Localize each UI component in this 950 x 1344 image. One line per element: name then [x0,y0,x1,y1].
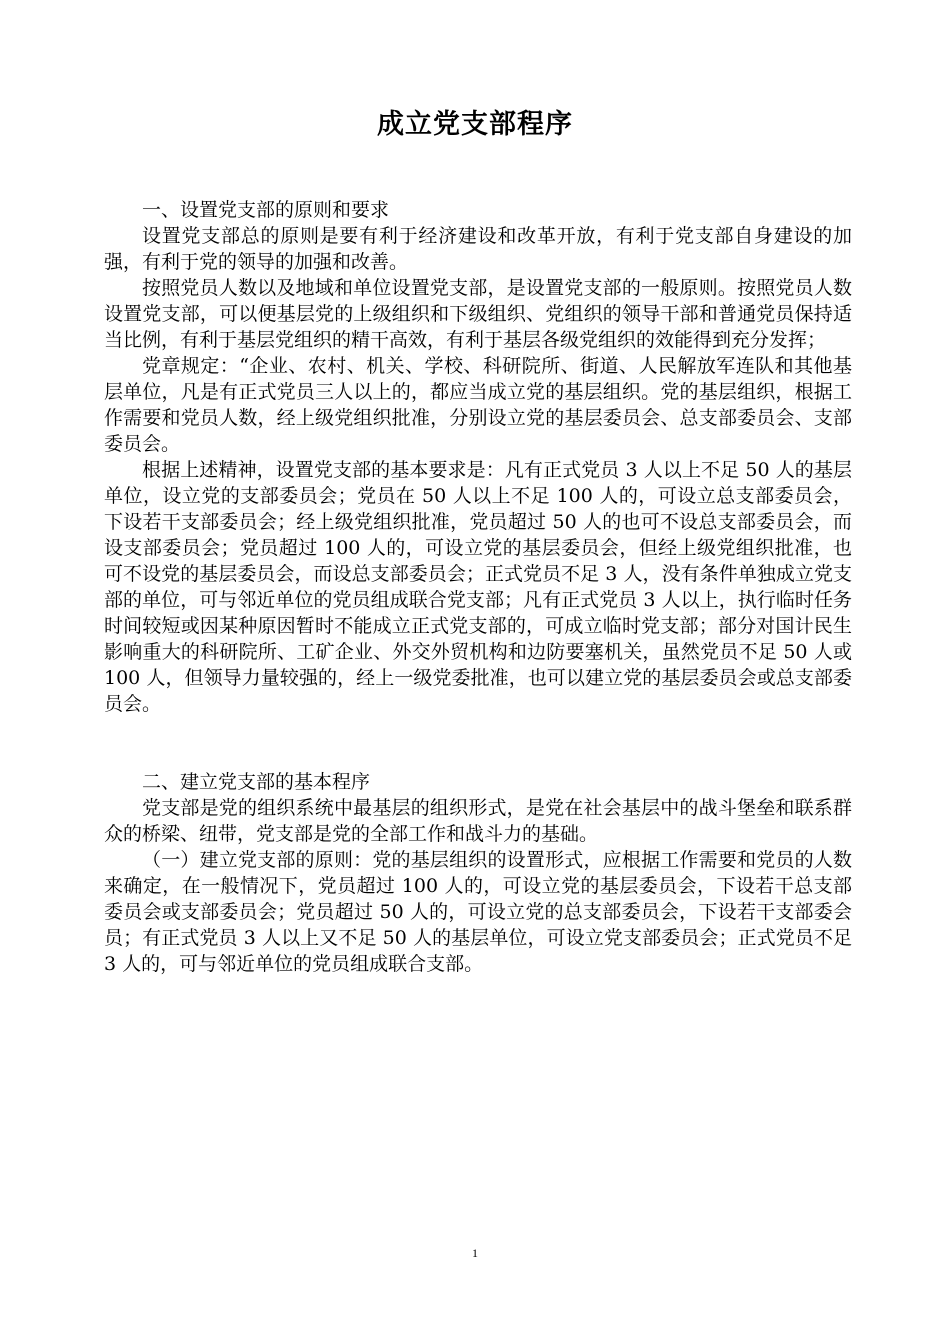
section-spacer [104,717,852,769]
document-body [104,197,852,977]
paragraph: 根据上述精神，设置党支部的基本要求是：凡有正式党员 3 人以上不足 50 人的基层单位，设立党的支部委员会；党员在 50 人以上不足 100 人的，可设立总支部委员会，下设若干支部委员会；经上级党组织批准，党员超过 50 人的也可不设总支部委员会，而设支部委员会；党员超过 100 人的，可设立党的基层委员会，但经上级党组织批准，也可不设党的基层委员会，而设总支部委员会；正式党员不足 3 人，没有条件单独成立党支部的单位，可与邻近单位的党员组成联合党支部；凡有正式党员 3 人以上，执行临时任务时间较短或因某种原因暂时不能成立正式党支部的，可成立临时党支部；部分对国计民生影响重大的科研院所、工矿企业、外交外贸机构和边防要塞机关，虽然党员不足 50 人或 100 人，但领导力量较强的，经上一级党委批准，也可以建立党的基层委员会或总支部委员会。 [104,459,852,715]
section-principles [104,197,852,717]
paragraph: 党支部是党的组织系统中最基层的组织形式，是党在社会基层中的战斗堡垒和联系群众的桥梁、纽带，党支部是党的全部工作和战斗力的基础。 [104,797,852,845]
section-heading: 二、建立党支部的基本程序 [142,771,371,793]
section-procedure [104,769,852,977]
paragraph: 党章规定：“企业、农村、机关、学校、科研院所、街道、人民解放军连队和其他基层单位，凡是有正式党员三人以上的，都应当成立党的基层组织。党的基层组织，根据工作需要和党员人数，经上级党组织批准，分别设立党的基层委员会、总支部委员会、支部委员会。 [104,355,852,455]
paragraph: 按照党员人数以及地域和单位设置党支部，是设置党支部的一般原则。按照党员人数设置党支部，可以便基层党的上级组织和下级组织、党组织的领导干部和普通党员保持适当比例，有利于基层党组织的精干高效，有利于基层各级党组织的效能得到充分发挥； [104,277,852,351]
section-heading: 一、设置党支部的原则和要求 [142,199,390,221]
page-number: 1 [472,1246,478,1260]
paragraph: （一）建立党支部的原则：党的基层组织的设置形式，应根据工作需要和党员的人数来确定，在一般情况下，党员超过 100 人的，可设立党的基层委员会，下设若干总支部委员会或支部委员会；党员超过 50 人的，可设立党的总支部委员会，下设若干支部委会员；有正式党员 3 人以上又不足 50 人的基层单位，可设立党支部委员会；正式党员不足 3 人的，可与邻近单位的党员组成联合支部。 [104,849,852,975]
document-title: 成立党支部程序 [377,109,573,140]
paragraph: 设置党支部总的原则是要有利于经济建设和改革开放，有利于党支部自身建设的加强，有利于党的领导的加强和改善。 [104,225,852,273]
